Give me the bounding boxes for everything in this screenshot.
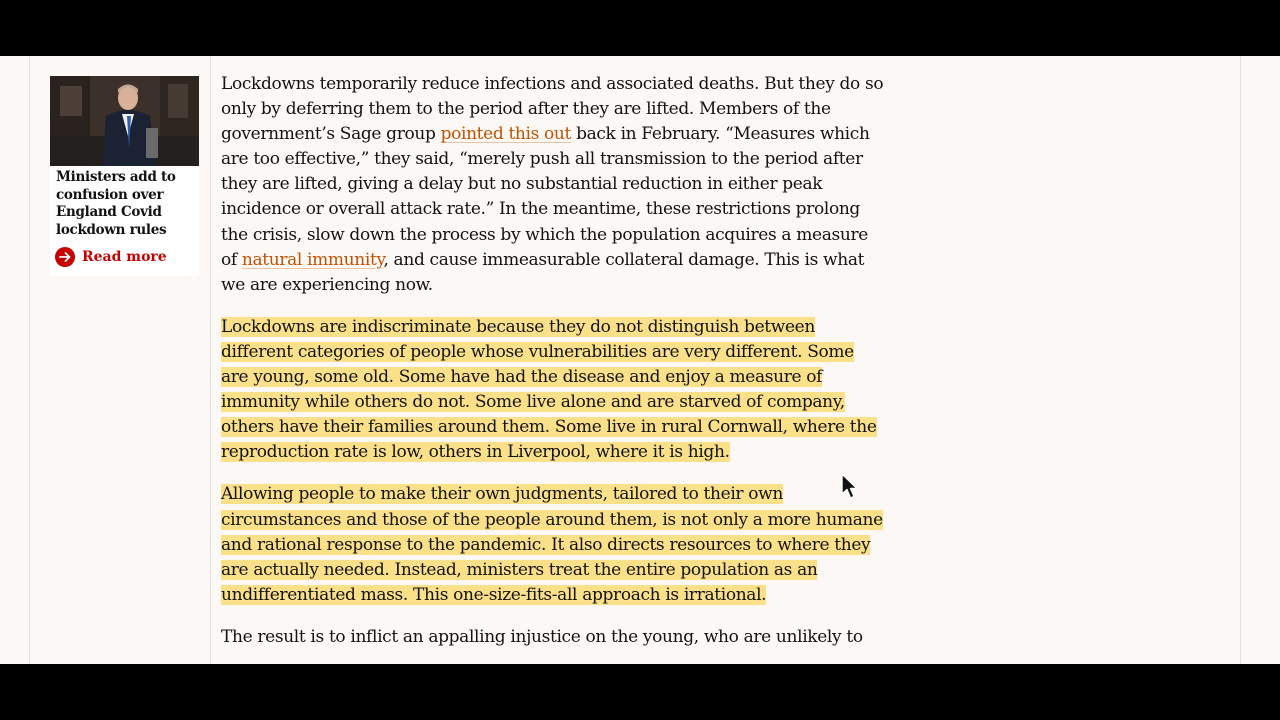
highlighted-text: Lockdowns are indiscriminate because they do not distinguish between different categories of people whose vulnerabilities are very different. Some are young, some old. Some have had the disease and enjoy a measure of immunity while others do not. Some live alone and are starved of company, others have their families around them. Some live in rural Cornwall, where the reproduction rate is low, others in Liverpool, where it is high. [221,316,877,463]
article-body [221,72,886,664]
column-divider-right [1240,56,1241,664]
paragraph-4-text: The result is to inflict an appalling injustice on the young, who are unlikely to [221,626,863,647]
letterbox-bottom [0,664,1280,720]
read-more-label: Read more [82,249,167,265]
natural-immunity-link[interactable]: natural immunity [241,249,384,270]
column-divider-middle [210,56,211,664]
related-article-photo [50,76,199,166]
pointed-this-out-link[interactable]: pointed this out [440,124,572,145]
paragraph-1-text-b: back in February. “Measures which are too effective,” they said, “merely push all transmission to the period after they are lifted, giving a delay but no substantial reduction in either peak incidence or overall attack rate.” In the meantime, these restrictions prolong the crisis, slow down the process by which the population acquires a measure of [221,124,870,270]
paragraph-3 [221,482,886,607]
mouse-pointer-icon [840,473,860,501]
letterbox-top [0,0,1280,56]
column-divider-left [29,56,30,664]
paragraph-2 [221,315,886,466]
paragraph-4 [221,625,886,650]
paragraph-1 [221,72,886,298]
related-article-headline[interactable]: Ministers add to confusion over England Covid lockdown rules [56,169,176,238]
article-page [0,56,1280,664]
arrow-right-circle-icon [55,247,75,267]
read-more-link[interactable] [55,246,167,268]
paragraph-1-text-a: Lockdowns temporarily reduce infections and associated deaths. But they do so only by deferring them to the period after they are lifted. Members of the government’s Sage group [221,74,884,145]
related-article-card[interactable] [50,76,199,276]
paragraph-1-text-c: , and cause immeasurable collateral damage. This is what we are experiencing now. [221,249,865,295]
highlighted-text: Allowing people to make their own judgments, tailored to their own circumstances and those of the people around them, is not only a more humane and rational response to the pandemic. It also directs resources to where they are actually needed. Instead, ministers treat the entire population as an undifferentiated mass. This one-size-fits-all approach is irrational. [221,484,883,605]
